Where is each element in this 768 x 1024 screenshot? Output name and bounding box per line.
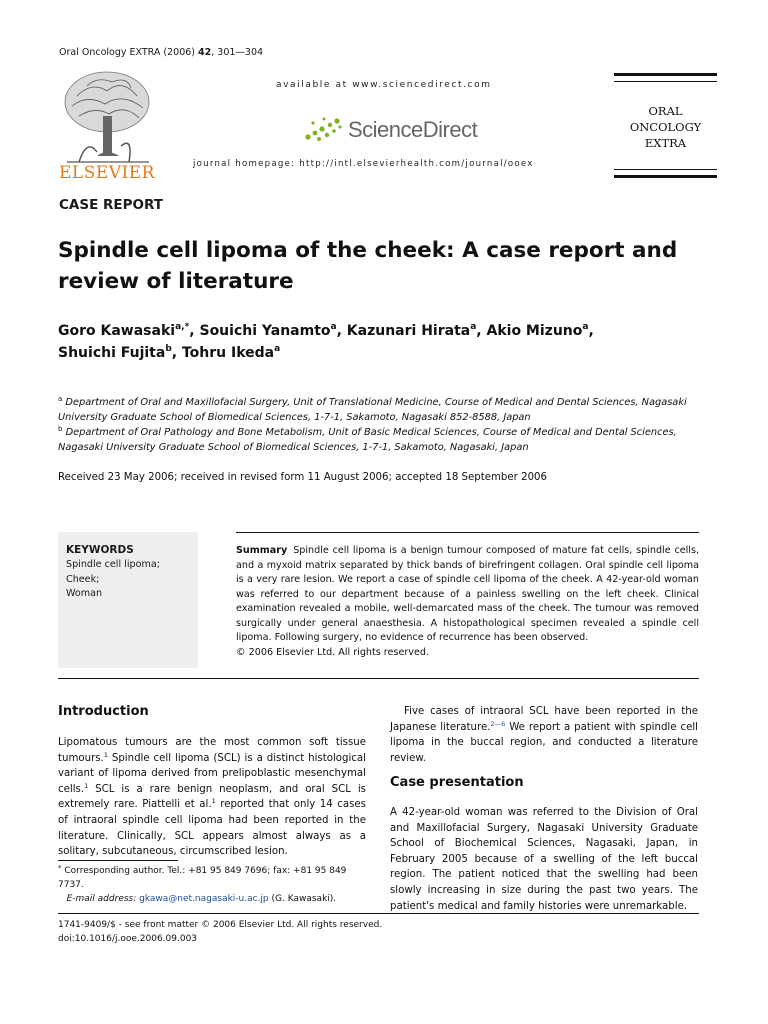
- journal-homepage-link[interactable]: journal homepage: http://intl.elsevierhealth.com/journal/ooex: [193, 159, 534, 169]
- author-name: Goro Kawasaki: [58, 323, 176, 339]
- email-link[interactable]: gkawa@net.nagasaki-u.ac.jp: [139, 894, 269, 904]
- case-presentation-heading: Case presentation: [390, 775, 524, 790]
- corresponding-author-footnote: * Corresponding author. Tel.: +81 95 849 7696; fax: +81 95 849 7737. E-mail address: gkawa@net.nagasaki-u.ac.jp (G. Kawasaki).: [58, 864, 347, 904]
- bottom-rule: [58, 913, 699, 914]
- citation-link[interactable]: 2—6: [490, 719, 506, 728]
- elsevier-wordmark: ELSEVIER: [59, 163, 155, 183]
- journal-name-top-rule-thin: [614, 81, 717, 82]
- author-name: Tohru Ikeda: [181, 345, 275, 361]
- sciencedirect-wordmark: ScienceDirect: [348, 117, 478, 142]
- journal-name: ORAL ONCOLOGY EXTRA: [629, 104, 702, 150]
- summary-abstract: Summary Spindle cell lipoma is a benign tumour composed of mature fat cells, spindle cells, and a myxoid matrix separated by thick bands of birefringent collagen. Oral spindle cell lipoma is a very rare lesion. We report a case of spindle cell lipoma of the cheek. A 42-year-old woman was referred to our department because of a painless swelling on the left cheek. Clinical examination revealed a mobile, well-demarcated mass of the cheek. The tumour was removed surgically under general anaesthesia. A histopathological specimen revealed a spindle cell lipoma. Following surgery, no evidence of recurrence has been observed. © 2006 Elsevier Ltd. All rights reserved.: [236, 545, 699, 658]
- introduction-paragraph: Lipomatous tumours are the most common soft tissue tumours.$^1$ Spindle cell lipoma (SCL) is a distinct histological variant of lipoma derived from prelipoblastic mesenchymal cells.$^1$ SCL is a rare benign neoplasm, and oral SCL is extremely rare. Piattelli et al.$^1$ reported that only 14 cases of intraoral spindle cell lipoma had been reported in the literature. Clinically, SCL appears almost always as a solitary, subcutaneous, circumscribed lesion.: [58, 737, 366, 858]
- introduction-heading: Introduction: [58, 704, 149, 719]
- keywords-list: [66, 558, 160, 602]
- affiliation-b: $^b$ Department of Oral Pathology and Bone Metabolism, Unit of Basic Medical Sciences, Course of Medical and Dental Sciences, Nagasaki University Graduate School of Biomedical Sciences, 1-7-1, Sakamoto, Nagasaki, Japan: [58, 425, 677, 453]
- summary-copyright: © 2006 Elsevier Ltd. All rights reserved.: [236, 646, 430, 658]
- doi-line: doi:10.1016/j.ooe.2006.09.003: [58, 934, 198, 944]
- journal-reference: Oral Oncology EXTRA (2006) 42, 301—304: [59, 47, 264, 58]
- keyword-item: Spindle cell lipoma;: [66, 559, 160, 570]
- summary-top-rule: [236, 532, 699, 533]
- available-at-text: available at www.sciencedirect.com: [276, 80, 492, 90]
- received-dates: Received 23 May 2006; received in revised form 11 August 2006; accepted 18 September 2006: [58, 472, 548, 483]
- keyword-item: Cheek;: [66, 573, 100, 585]
- right-intro-paragraph: Five cases of intraoral SCL have been reported in the Japanese literature.$^{2—6}$ We report a patient with spindle cell lipoma in the buccal region, and conducted a literature review.: [390, 706, 698, 764]
- author-name: Shuichi Fujita: [58, 345, 166, 361]
- issn-line: 1741-9409/$ - see front matter © 2006 Elsevier Ltd. All rights reserved.: [58, 920, 383, 930]
- author-name: Kazunari Hirata: [346, 323, 471, 339]
- section-label: CASE REPORT: [59, 197, 163, 213]
- case-presentation-paragraph: A 42-year-old woman was referred to the Division of Oral and Maxillofacial Surgery, Nagasaki University Graduate School of Biochemical Sciences, Nagasaki, Japan, in February 2005 because of a swelling of the left buccal region. The patient noticed that the swelling had been slowly increasing in size during the past two years. The patient's medical and family histories were unremarkable.: [390, 807, 698, 912]
- sciencedirect-dots-icon: [302, 115, 344, 145]
- author-name: Souichi Yanamto: [199, 323, 331, 339]
- journal-name-bottom-rule: [614, 175, 717, 178]
- journal-name-bottom-rule-thin: [614, 169, 717, 170]
- author-name: Akio Mizuno: [486, 323, 583, 339]
- keywords-title: KEYWORDS: [66, 544, 134, 556]
- affiliation-a: $^a$ Department of Oral and Maxillofacial Surgery, Unit of Translational Medicine, Course of Medical and Dental Sciences, Nagasaki University Graduate School of Biomedical Sciences, 1-7-1, Sakamoto, Nagasaki 852-8588, Japan: [58, 395, 687, 423]
- affiliations: [58, 395, 708, 455]
- journal-name-top-rule: [614, 73, 717, 76]
- footnote-rule: [58, 860, 178, 861]
- sciencedirect-logo[interactable]: [302, 114, 477, 146]
- summary-label: Summary: [236, 545, 288, 556]
- summary-bottom-rule: [58, 678, 699, 679]
- author-list: Goro Kawasaki$^{a,*}$, Souichi Yanamto$^a$, Kazunari Hirata$^a$, Akio Mizuno$^a$, Shuichi Fujita$^b$, Tohru Ikeda$^a$: [58, 322, 594, 361]
- issn-doi: [58, 918, 382, 946]
- article-title: Spindle cell lipoma of the cheek: A case report and review of literature: [58, 238, 678, 294]
- keyword-item: Woman: [66, 588, 103, 599]
